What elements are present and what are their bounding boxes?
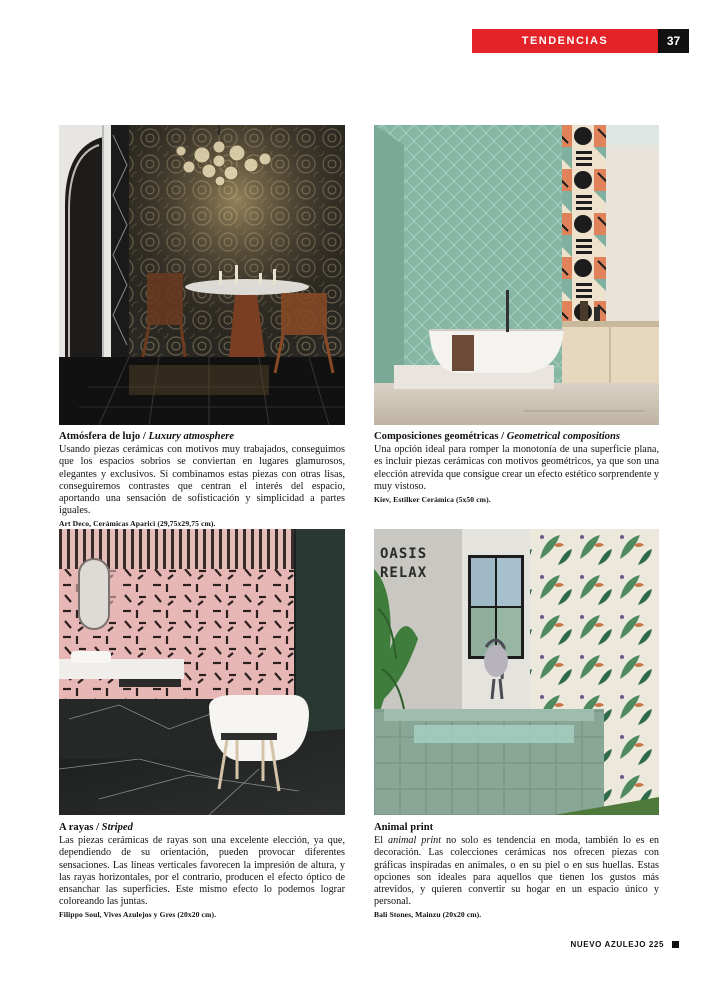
article-luxury-atmosphere (59, 431, 345, 531)
article-animal-print (374, 822, 659, 922)
article-body: Una opción ideal para romper la monotonía de una superficie plana, es incluir piezas cerámicas con motivos geométricos, ya que son una elección atrevida que consigue crear un efecto estético sorprendente y muy vistoso. (374, 444, 659, 492)
sign-oasis: OASIS (380, 546, 428, 562)
article-body: Las piezas cerámicas de rayas son una excelente elección, ya que, dependiendo de su orientación, pueden provocar diferentes sensaciones. Las líneas verticales favorecen la impresión de altura, y las rayas horizontales, por el contrario, producen el efecto óptico de ensanchar las superficies. Este mismo efecto lo podemos lograr coloreando las juntas. (59, 835, 345, 908)
article-geometrical-compositions (374, 431, 659, 506)
page-number: 37 (658, 29, 689, 53)
square-icon (672, 941, 679, 948)
article-credit: Filippo Soul, Vives Azulejos y Gres (20x20 cm). (59, 910, 217, 920)
section-tab: TENDENCIAS (472, 29, 658, 53)
photo-luxury-atmosphere (59, 125, 345, 425)
footer (571, 940, 679, 949)
photo-animal-print (374, 529, 659, 815)
article-title: Composiciones geométricas / Geometrical compositions (374, 431, 620, 442)
article-striped (59, 822, 345, 922)
magazine-issue: NUEVO AZULEJO 225 (570, 940, 664, 949)
photo-striped (59, 529, 345, 815)
article-body: Usando piezas cerámicas con motivos muy trabajados, conseguimos que los espacios sobrios se conviertan en lugares glamurosos, elegantes y exclusivos. Si combinamos estas piezas con otras lisas, conseguiremos contrastes que centran el interés del espacio, aportando una sensación de sofisticación y simplicidad a partes iguales. (59, 444, 345, 517)
sign-relax: RELAX (380, 565, 428, 581)
article-title: Animal print (374, 822, 434, 833)
article-credit: Kiev, Estilker Cerámica (5x50 cm). (374, 495, 491, 505)
photo-geometrical-compositions (374, 125, 659, 425)
article-credit: Bali Stones, Mainzu (20x20 cm). (374, 910, 482, 920)
article-title: A rayas / Striped (59, 822, 133, 833)
article-credit: Art Deco, Cerámicas Aparici (29,75x29,75 cm). (59, 519, 216, 529)
article-title: Atmósfera de lujo / Luxury atmosphere (59, 431, 235, 442)
article-body: El animal print no solo es tendencia en moda, también lo es en decoración. Las colecciones cerámicas nos ofrecen piezas con gráficas inspiradas en animales, o en su piel o en sus huellas. Estas opciones son ideales para aquellos que tienen los gustos más atrevidos, y quieren convertir su hogar en un espacio único y personal. (374, 835, 659, 908)
